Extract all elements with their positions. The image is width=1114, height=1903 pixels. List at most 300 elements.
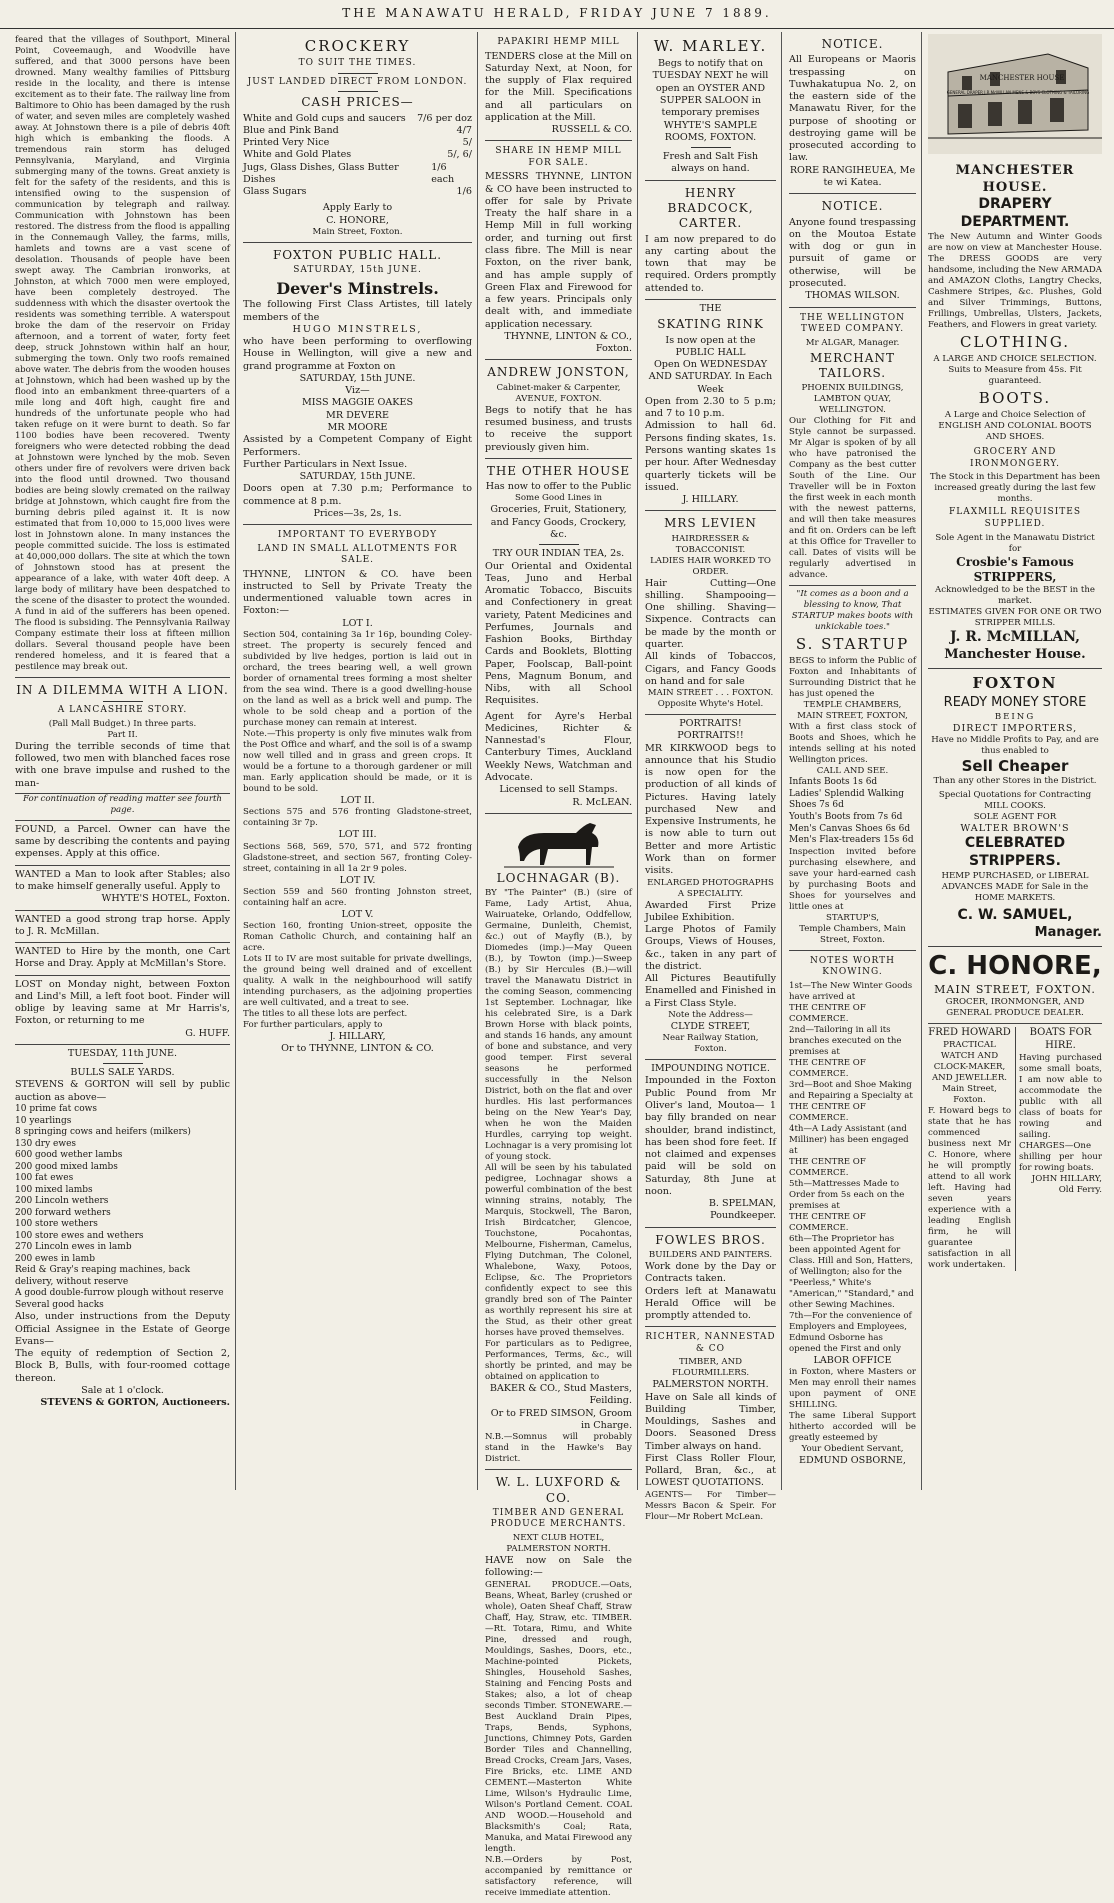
honore-big-address: MAIN STREET, FOXTON. [934,982,1096,996]
wanted-1-signature: WHYTE'S HOTEL, Foxton. [101,893,230,905]
note-item: 2nd—Tailoring in all its branches executed on the premises at [789,1024,902,1057]
boots-text: ENGLISH AND COLONIAL BOOTS AND SHOES. [938,421,1092,443]
osborne-ad [789,951,916,1472]
story-title: IN A DILEMMA WITH A LION. [16,683,229,697]
auction-item: 100 store ewes and wethers [15,1230,144,1241]
auction-item: 8 springing cows and heifers (milkers) [15,1127,191,1138]
papakiri-text: TENDERS close at the Mill on Saturday Next, at Noon, for the supply of Flax required for the Mill. Specifications and all particulars on application at the Mill. [485,50,632,123]
story-source: (Pall Mall Budget.) In three parts. [48,718,197,729]
share-signature: THYNNE, LINTON & CO., Foxton. [504,330,632,355]
horse-icon [504,817,614,869]
honore-name: C. HONORE, [326,214,389,226]
direct-importers: DIRECT IMPORTERS, [952,722,1078,734]
howard-text: F. Howard begs to state that he has commenced business next Mr C. Honore, where he will promptly attend to all work left. Having had seven years experience with a leading English firm, he will guarantee satisfaction in all work undertaken. [928,1105,1011,1270]
auction-item: 200 ewes in lamb [15,1253,95,1264]
boats-charges: CHARGES—One shilling per hour for rowing boats. [1019,1140,1102,1173]
boats-ad [1015,1027,1102,1271]
luxford-intro: HAVE now on Sale the following:— [485,1554,632,1579]
osborne-signature: EDMUND OSBORNE, [799,1454,906,1466]
jonston-ad [485,360,632,458]
large-photos: Large Photos of Family Groups, Views of Houses, &c., taken in any part of the district. [645,924,776,972]
tea-text: Our Oriental and Oxidental Teas, Juno and Herbal Aromatic Tobacco, Biscuits and Confectionery in great variety, Patent Medicines and Perfumes, Journals and Fashion Books, Birthday Cards and Booklets, Blotting Paper, Foolscap, Ball-point Pens, Magnum Bonum, and Nibs, with all School Requisites. [485,560,632,707]
liberal-text: The same Liberal Support hitherto accorded will be greatly esteemed by [789,1410,916,1443]
performer-list [243,397,472,434]
lot-1: LOT I. [342,617,373,629]
lochnagar-text-2: All will be seen by his tabulated pedigree, Lochnagar shows a powerful combination of the best winning strains, notably, The Marquis, Stockwell, The Baron, Irish Birdcatcher, Glencoe, Touchstone, Pocahontas, Melbourne, Fisherman, Camelus, Flying Dutchman, The Colonel, Whalebone, Waxy, Potoos, Eclipse, &c. The Proprietors confidently expect to see this grandly bred son of The Painter as worthily represent his sire at the Stud, as their other great horses have proved themselves. [485,1163,632,1339]
notes-list [789,981,916,1355]
rink-times: Open from 2.30 to 5 p.m; and 7 to 10 p.m. [645,395,776,420]
foxton-title: FOXTON [972,673,1058,692]
impound-title: IMPOUNDING NOTICE. [651,1063,770,1075]
lot-4: LOT IV. [339,874,376,886]
hall-title: FOXTON PUBLIC HALL. [272,247,443,262]
price-row [243,125,472,137]
luxford-subtitle: TIMBER AND GENERAL PRODUCE MERCHANTS. [490,1507,627,1530]
price-value: 5/ [462,137,472,149]
richter-flour: First Class Roller Flour, Pollard, Bran, &c., at LOWEST QUOTATIONS. [645,1452,776,1489]
notice-ad-2 [789,194,916,307]
celebrated-strippers: CELEBRATED STRIPPERS. [964,835,1066,870]
wanted-1-text: WANTED a Man to look after Stables; also to make himself generally useful. Apply to [15,868,230,892]
address-label: Note the Address— [668,1009,753,1020]
note-item: THE CENTRE OF COMMERCE. [789,1211,866,1233]
lot-4-text: Section 559 and 560 fronting Johnston street, containing half an acre. [243,886,472,908]
marley-text: Begs to notify that on TUESDAY NEXT he will open an OYSTER AND SUPPER SALOON in temporary premises WHYTE'S SAMPLE ROOMS, FOXTON. [652,58,769,143]
tweed-title: THE WELLINGTON TWEED COMPANY. [800,312,905,335]
labor-office: LABOR OFFICE [813,1354,892,1366]
note-item: THE CENTRE OF COMMERCE. [789,1156,866,1178]
hillary-name: J. HILLARY, [329,1031,386,1043]
crockery-ad [243,32,472,243]
lot-3-text: Sections 568, 569, 570, 571, and 572 fronting Gladstone-street, and section 567, fronting Coley-street, containing in all 1a 2r 9 poles. [243,841,472,874]
tailors-title: MERCHANT TAILORS. [810,350,895,380]
note-item: 3rd—Boot and Shoe Making and Repairing a Specialty at [789,1079,913,1101]
other-house-lines: Some Good Lines in [515,493,602,504]
impound-ad [645,1060,776,1227]
clothing-subtitle: A LARGE AND CHOICE SELECTION. [933,354,1097,365]
marley-ad [645,32,776,181]
lot-2: LOT II. [340,794,375,806]
flaxmill-title: FLAXMILL REQUISITES SUPPLIED. [948,507,1082,529]
honore-big-text: GROCER, IRONMONGER, AND GENERAL PRODUCE DEALER. [945,996,1085,1018]
auction-place: BULLS SALE YARDS. [70,1067,175,1079]
lot-1-text: Section 504, containing 3a 1r 16p, bounding Coley-street. The property is securely fenced and subdivided by live hedges, portion is laid out in orchard, the trees bearing well, a well grown border of ornamental trees forming a most shelter from the sea wind. There is a good dwelling-house on the land as well as a brick well and pump. The whole to be sold cheap and a portion of the purchase money can remain at interest. [243,629,472,728]
lot-5-text: Section 160, fronting Union-street, opposite the Roman Catholic Church, and containing half an acre. [243,921,472,954]
hugo-name: HUGO MINSTRELS, [292,323,423,335]
kirkwood-text: MR KIRKWOOD begs to announce that his Studio is now open for the production of all kinds of Pictures. Having lately purchased New and Expensive Instruments, he is now able to turn out Better and more Artistic Work than on former visits. [645,742,776,877]
richter-ad [645,1327,776,1526]
lochnagar-text-3: For particulars as to Pedigree, Performances, Terms, &c., will shortly be printed, and may be obtained on application to [485,1339,632,1383]
share-text: MESSRS THYNNE, LINTON & CO have been instructed to offer for sale by Private Treaty the half share in a Hemp Mill in full working order, and turning out first class fibre. The Mill is near Foxton, on the river bank, and has ample supply of Green Flax and Firewood for a few years. Principals only dealt with, and immediate application necessary. [485,171,632,330]
story-text: During the terrible seconds of time that followed, two men with blanched faces rose with one brave impulse and rushed to the man- [15,740,230,789]
bradcock-title: HENRY BRADCOCK, CARTER. [667,185,754,231]
other-house-goods: Groceries, Fruit, Stationery, and Fancy Goods, Crockery, &c. [490,504,627,540]
tweed-manager: Mr ALGAR, Manager. [805,337,900,348]
honore-ad [928,947,1102,1024]
viz: Viz— [345,385,370,397]
levien-ad [645,511,776,715]
column-3 [480,32,638,1898]
boats-title: BOATS FOR HIRE. [1029,1026,1092,1051]
luxford-ad [485,1470,632,1902]
portraits-title: PORTRAITS! PORTRAITS!! [677,718,744,742]
note-item: 1st—The New Winter Goods have arrived at [789,980,913,1002]
lots-note: Lots II to IV are most suitable for private dwellings, the ground being well drained and of excellent quality. A walk in the neighbourhood will satify intending purchasers, as the adjoining properties are well cultivated, and a treat to see. [243,954,472,1009]
levien-title: MRS LEVIEN [664,516,757,531]
auction-item: A good double-furrow plough without reserve [15,1288,224,1299]
osborne-column [784,32,922,1490]
notice-1-title: NOTICE. [821,37,884,51]
manchester-content [924,160,1106,1490]
jonston-subtitle: Cabinet-maker & Carpenter, AVENUE, FOXTON. [496,382,621,404]
startup-ad [789,586,916,950]
honore-big-title: C. HONORE, [928,950,1102,981]
manchester-name: Manchester House. [944,647,1086,663]
auction-equity: The equity of redemption of Section 2, Block B, Bulls, with four-roomed cottage thereon. [15,1348,230,1384]
tailors-address: PHOENIX BUILDINGS, LAMBTON QUAY, WELLINGTON. [801,383,904,416]
fowles-subtitle: BUILDERS AND PAINTERS. [648,1250,773,1260]
rink-open: Open On WEDNESDAY AND SATURDAY. In Each Week [648,359,773,395]
fowles-ad [645,1228,776,1328]
boats-text: Having purchased some small boats, I am now able to accommodate the public with all class of boats for rowing and sailing. [1019,1052,1102,1140]
levien-address: MAIN STREET . . . FOXTON. Opposite Whyte's Hotel. [647,688,774,710]
price-item: Printed Very Nice [243,137,330,149]
call-and-see: CALL AND SEE. [816,766,889,777]
hall-date: SATURDAY, 15th JUNE. [293,265,422,276]
news-article: feared that the villages of Southport, Mineral Point, Coveemaugh, and Woodville have suffered, and that 3000 persons have been drowned. Many wealthy families of Pittsburg reside in the locality, and there is intense excitement as to their fate. The railway line from Baltimore to Ohio has been damaged by the rush of water, and seven miles are completely washed away. At Johnstown there is a pile of debris 40ft high which is embanking the floods. A tremendous rain storm has deluged Pennsylvania, Maryland, and Virginia submerging many of the towns. Great anxiety is felt for the safety of the residents, and this is intensified owing to the suspension of communication by telegraph and railway. Communication with Johnstown has been restored. The distress from the flood is appalling in the Connemaugh Valley, the farms, mills, hamlets and towns are a vast scene of desolation. Thousands of people have been swept away. The Cambrian ironworks, at Johnston, at which 7000 men were employed, have been completely destroyed. The suddenness with which the disaster overtook the residents was something terrible. A waterspout broke the dam of the reservoir on Friday afternoon, and a torrent of water, forty feet deep, struck Johnstown within half an hour, submerging the town. Only two roofs remained above water. The debris from the wooden houses at Johnstown, which had been washed up by the flood into an embankment three-quarters of a mile long and 40ft high, caught fire and hundreds of the unfortunate people who had taken refuge on it were burnt to death. So far 1100 bodies have been recovered. Twenty foreigners who were detected robbing the dead at Johnstown were lynched by the mob. Seven others under fire of revolvers were driven back into the flood until drowned. Two thousand bodies are being slowly cremated on the railway bridge at Johnstown, which caught fire from the burning debris piled against it. It is now estimated that from 10,000 to 15,000 lives were lost in Johnstown alone. In many instances the people committed suicide. The loss is estimated at 40,000,000 dollars. The site at which the town of Johnstown stood has at present the appearance of a lake, with water 40ft deep. A large body of military have been despatched to the scene of the disaster to protect the wounded. A fund in aid of the sufferers has been opened. The flood is subsiding. The Pennsylvania Railway Company estimate their loss at fifteen million dollars. Several thousand people have been rendered homeless, and it is feared that a pestilence may break out. [15,32,230,678]
howard-address: Main Street, Foxton. [942,1083,997,1105]
lost-signature: G. HUFF. [185,1027,230,1039]
lot-3: LOT III. [338,829,377,841]
hemp-purchased: HEMP PURCHASED, or LIBERAL ADVANCES MADE for Sale in the HOME MARKETS. [941,871,1089,904]
price-row [243,186,472,198]
lochnagar-ad [485,814,632,1470]
shoe-list [789,777,916,846]
portraits-ad [645,715,776,1060]
further-particulars: Further Particulars in Next Issue. [243,458,408,470]
auction-item: Reid & Gray's reaping machines, back delivery, without reserve [15,1265,191,1287]
note-item: 4th—A Lady Assistant (and Milliner) has been engaged at [789,1123,909,1156]
papakiri-title: PAPAKIRI HEMP MILL [497,37,620,47]
crockery-title: CROCKERY [304,37,411,55]
tweed-ad [789,308,916,587]
papakiri-signature: RUSSELL & CO. [551,124,632,136]
performer-name: MISS MAGGIE OAKES [301,397,414,409]
auction-item: 200 forward wethers [15,1207,111,1218]
notice-1-signature: RORE RANGIHEUEA, Me te wi Katea. [789,164,916,189]
crosbie-title: Crosbie's Famous STRIPPERS, [956,554,1074,584]
lot-1-note: Note.—This property is only five minutes walk from the Post Office and wharf, and the soil is of a swamp now well tilled and in grass and green crops. It would be a fortune to a thorough gardener or mill man. Early application should be made, or it is bound to be sold. [243,728,472,794]
flaxmill-text: Sole Agent in the Manawatu District for [935,532,1095,554]
hillary-or: Or to THYNNE, LINTON & CO. [281,1043,434,1055]
titles-note: The titles to all these lots are perfect. [243,1009,408,1020]
auction-signature: STEVENS & GORTON, Auctioneers. [40,1397,230,1409]
boats-signature: JOHN HILLARY, Old Ferry. [1031,1173,1102,1195]
spelman-signature: B. SPELMAN, Poundkeeper. [708,1198,776,1222]
clyde-near: Near Railway Station, Foxton. [662,1033,759,1055]
auction-item: 200 good mixed lambs [15,1161,118,1172]
richter-agents: AGENTS— For Timber—Messrs Bacon & Speir. For Flour—Mr Robert McLean. [645,1489,776,1522]
notice-ad-1 [789,32,916,194]
cash-prices-title: CASH PRICES— [301,95,414,110]
other-house-text: Has now to offer to the Public [485,481,632,493]
marley-title: W. MARLEY. [653,37,768,55]
auction-item: 270 Lincoln ewes in lamb [15,1242,132,1253]
price-list [243,113,472,199]
price-value: 7/6 per doz [417,112,472,124]
startups-name: STARTUP'S, [825,912,880,923]
drapery-text: The New Autumn and Winter Goods are now on view at Manchester House. The DRESS GOODS are very handsome, including the New ARMADA and AMAZON Cloths, Langtry Checks, Cashmere Stripes, &c. Plushes, Gold and Silver Trimmings, Buttons, Frillings, Umbrellas, Ulsters, Jackets, Feathers, and Flowers in great variety. [928,232,1102,331]
rink-ad [645,300,776,511]
other-house-title: THE OTHER HOUSE [486,463,631,478]
engraving-sign-2: GENERAL DRAPER J.R.McMILLAN MENS & BOYS CLOTHING & TAILORING [946,90,1090,95]
price-row [243,149,472,161]
price-value: 4/7 [456,124,472,136]
shoe-price: Men's Canvas Shoes 6s 6d [789,823,911,834]
wanted-ad-2: WANTED a good strong trap horse. Apply to J. R. McMillan. [15,911,230,944]
price-value: 5/, 6/ [447,149,472,161]
clothing-title: CLOTHING. [959,333,1071,352]
price-value: 1/6 each [431,161,455,185]
saturday-date-2: SATURDAY, 15th JUNE. [299,471,416,483]
price-row [243,162,472,187]
bradcock-text: I am now prepared to do any carting about the town that may be required. Orders promptly attended to. [645,233,776,294]
special-quotations: Special Quotations for Contracting MILL COOKS. [938,790,1092,812]
lochnagar-text: BY "The Painter" (B.) (sire of Fame, Lady Artist, Ahua, Wairuateke, Orlando, Oddfellow, Germaine, Dunleith, Chemist, &c.) out of Mayfly (B.), by Diomedes (imp.)—May Queen (B.), by Towton (imp.)—Sweep (B.) by Sir Hercules (B.)—will travel the Manawatu District in the coming Season, commencing 1st September. Lochnagar, like his celebrated Sire, is a Dark Brown Horse with black points, and stands 16 hands, any amount of bone and substance, and very good temper. First several seasons he performed successfully in the Nelson District, both on the flat and over hurdles. His last performances being on the New Year's Day, when he won the Maiden Hurdles, carrying top weight. Lochnagar is a very promising lot of young stock. [485,888,632,1163]
fowles-text: Work done by the Day or Contracts taken. [645,1261,776,1285]
wanted-ad-3: WANTED to Hire by the month, one Cart Horse and Dray. Apply at McMillan's Store. [15,943,230,976]
saturday-date: SATURDAY, 15th JUNE. [299,372,416,384]
important-title: IMPORTANT TO EVERYBODY [277,530,438,541]
startup-text-3: Inspection invited before purchasing elsewhere, and save your hard-earned cash by purchasing Boots and Shoes for yourselves and little ones at [789,846,916,912]
price-row [243,113,472,125]
tea-title: TRY OUR INDIAN TEA, 2s. [492,548,625,560]
note-item: 6th—The Proprietor has been appointed Agent for Class. Hill and Son, Hatters, of Wellington; also for the "Peerless," White's "American," "Standard," and other Sewing Machines. [789,1233,914,1310]
levien-text-2: All kinds of Tobaccos, Cigars, and Fancy Goods on hand and for sale [645,651,776,687]
minstrels-ad [243,243,472,525]
minstrels-text-2: who have been performing to overflowing House in Wellington, will give a new and grand programme at Foxton on [243,336,472,372]
grocery-title: GROCERY AND IRONMONGERY. [970,447,1060,469]
labor-text: in Foxton, where Masters or Men may enroll their names upon payment of ONE SHILLING. [789,1366,916,1410]
walter-brown: WALTER BROWN'S [960,823,1070,835]
column-4 [640,32,782,1522]
samuel-manager: Manager. [1034,925,1102,940]
auction-list [15,1104,230,1311]
bradcock-ad [645,181,776,300]
story-continuation: For continuation of reading matter see fourth page. [15,793,230,816]
auction-date: TUESDAY, 11th JUNE. [67,1047,178,1059]
apply-label: Apply Early to [322,202,393,214]
minstrels-title: Dever's Minstrels. [276,278,439,298]
wanted-ad-1 [15,866,230,911]
auction-item: 10 prime fat cows [15,1103,97,1114]
fowles-title: FOWLES BROS. [655,1232,766,1247]
crosbie-text: Acknowledged to be the BEST in the market. [935,585,1095,607]
shoe-price: Youth's Boots from 7s 6d [789,811,903,822]
enlarged: ENLARGED PHOTOGRAPHS A SPECIALITY. [647,877,774,899]
land-text: THYNNE, LINTON & CO. have been instructed to Sell by Private Treaty the undermentioned valuable town acres in Foxton:— [243,568,472,617]
startup-text-2: With a first class stock of Boots and Shoes, which he intends selling at his noted Wellington prices. [789,722,916,766]
clyde-street: CLYDE STREET, [670,1020,751,1032]
manchester-drapery-ad [928,160,1102,669]
story-subtitle: A LANCASHIRE STORY. [57,705,188,716]
story-part: Part II. [107,729,138,740]
drapery-title: DRAPERY DEPARTMENT. [960,196,1070,231]
luxford-items: GENERAL PRODUCE.—Oats, Beans, Wheat, Barley (crushed or whole), Oaten Sheaf Chaff, Straw Chaff, Hay, Straw, etc. TIMBER.—Rt. Totara, Rimu, and White Pine, dressed and rough, Mouldings, Sashes, Doors, etc., Machine-pointed Pickets, Shingles, Household Sashes, Staining and Fencing Posts and Stakes; also, a lot of cheap seconds Timber. STONEWARE.—Best Auckland Drain Pipes, Traps, Bends, Syphons, Junctions, Chimney Pots, Garden Border Tiles and Channelling, Bread Crocks, Cream Jars, Vases, Fire Bricks, etc. LIME AND CEMENT.—Masterton White Lime, Wilson's Hydraulic Lime, Wilson's Portland Cement. COAL AND WOOD.—Household and Blacksmith's Coal; Rata, Manuka, and Matai Firewood any length. [485,1579,633,1854]
price-item: Blue and Pink Band [243,124,339,136]
note-item: THE CENTRE OF COMMERCE. [789,1057,866,1079]
house-title: MANCHESTER HOUSE. [955,163,1075,195]
fowles-orders: Orders left at Manawatu Herald Office will be promptly attended to. [645,1285,776,1322]
boots-subtitle: A Large and Choice Selection of [944,410,1086,421]
grocery-text: The Stock in this Department has been increased greatly during the last few months. [929,472,1101,505]
howard-title: FRED HOWARD [928,1026,1011,1038]
sole-agent: SOLE AGENT FOR [973,812,1057,823]
admission-prices: Prices—3s, 2s, 1s. [313,507,402,519]
lost-text: LOST on Monday night, between Foxton and Lind's Mill, a left foot boot. Finder will oblige by leaving same at Mr Harris's, Foxton, or returning to me [15,978,230,1027]
auction-time: Sale at 1 o'clock. [81,1384,164,1396]
rink-the: THE [699,302,722,314]
startup-address-2: Temple Chambers, Main Street, Foxton. [799,923,906,945]
note-item: THE CENTRE OF COMMERCE. [789,1101,866,1123]
clothing-text: Suits to Measure from 45s. Fit guaranteed. [948,365,1082,387]
howard-subtitle: PRACTICAL WATCH AND CLOCK-MAKER, AND JEWELLER. [931,1039,1008,1083]
samuel-name: C. W. SAMUEL, [957,907,1073,924]
engraving-sign-1: MANCHESTER HOUSE [979,74,1065,82]
howard-boats-row [928,1024,1102,1275]
price-item: White and Gold Plates [243,149,352,161]
howard-ad [928,1027,1011,1271]
papakiri-ad [485,32,632,141]
note-item: 5th—Mattresses Made to Order from 5s each on the premises at [789,1178,905,1211]
richter-text: Have on Sale all kinds of Building Timber, Mouldings, Sashes and Doors. Seasoned Dress Timber always on hand. [645,1391,776,1452]
notice-2-text: Anyone found trespassing on the Moutoa Estate with dog or gun in pursuit of game or otherwise, will be prosecuted. [789,216,916,289]
levien-ladies: LADIES HAIR WORKED TO ORDER. [650,555,771,577]
richter-town: PALMERSTON NORTH. [652,1379,769,1391]
estimates: ESTIMATES GIVEN FOR ONE OR TWO STRIPPER MILLS. [928,607,1102,629]
auction-intro: STEVENS & GORTON will sell by public auction as above— [15,1079,230,1103]
further-apply: For further particulars, apply to [243,1020,383,1031]
auction-item: 10 yearlings [15,1115,72,1126]
middle-profits: Have no Middle Profits to Pay, and are thus enabled to [931,734,1099,756]
shoe-price: Infants Boots 1s 6d [789,777,878,788]
column-news [10,32,236,1490]
luxford-nb: N.B.—Orders by Post, accompanied by remittance or satisfactory reference, will receive immediate attention. [485,1854,632,1898]
startup-quote: "It comes as a boon and a blessing to know, That STARTUP makes boots with unkickable toes." [791,589,914,633]
rink-title: SKATING RINK [657,317,764,332]
auction-item: Several good hacks [15,1299,104,1310]
notes-title: NOTES WORTH KNOWING. [810,955,895,978]
price-item: White and Gold cups and saucers [243,112,406,124]
auction-estate: Also, under instructions from the Deputy Official Assignee in the Estate of George Evans— [15,1311,230,1347]
land-title: LAND IN SMALL ALLOTMENTS FOR SALE. [257,543,458,566]
rink-text: Is now open at the PUBLIC HALL [665,334,756,358]
found-ad: FOUND, a Parcel. Owner can have the same by describing the contents and paying expenses. Apply at this office. [15,821,230,866]
price-value: 1/6 [456,186,472,198]
rink-signature: J. HILLARY. [682,494,739,506]
notice-2-signature: THOMAS WILSON. [805,290,900,302]
doors-open: Doors open at 7.30 p.m; Performance to commence at 8 p.m. [243,483,472,507]
share-title: SHARE IN HEMP MILL FOR SALE. [495,146,622,168]
auction-item: 600 good wether lambs [15,1150,123,1161]
performer-name: MR MOORE [327,421,388,433]
simson-signature: Or to FRED SIMSON, Groom in Charge. [490,1407,632,1431]
masthead: THE MANAWATU HERALD, FRIDAY JUNE 7 1889. [0,6,1114,29]
lot-2-text: Sections 575 and 576 fronting Gladstone-street, containing 3r 7p. [243,807,472,829]
than-any: Than any other Stores in the District. [933,776,1097,787]
auction-item: 100 fat ewes [15,1173,74,1184]
column-2 [238,32,478,1490]
obedient: Your Obedient Servant, [801,1443,904,1454]
crockery-landed: JUST LANDED DIRECT FROM LONDON. [247,76,468,87]
price-item: Jugs, Glass Dishes, Glass Butter Dishes [243,161,399,185]
levien-subtitle: HAIRDRESSER & TOBACCONIST. [671,533,750,555]
richter-subtitle: TIMBER, AND FLOURMILLERS. [671,1357,750,1379]
mclean-signature: R. McLEAN. [572,796,632,808]
manchester-house-engraving [928,34,1102,154]
lost-ad [15,976,230,1045]
lochnagar-nb: N.B.—Somnus will probably stand in the Hawke's Bay District. [485,1432,632,1465]
auction-item: 200 Lincoln wethers [15,1196,109,1207]
mcmillan-name: J. R. McMILLAN, [949,629,1081,646]
baker-signature: BAKER & CO., Stud Masters, Feilding. [489,1383,632,1407]
richter-title: RICHTER, NANNESTAD & CO [645,1332,776,1354]
story [15,678,230,821]
auction-ad [15,1045,230,1413]
ready-money-ad [928,669,1102,947]
crockery-subtitle: TO SUIT THE TIMES. [298,58,417,69]
tailors-text: Our Clothing for Fit and Style cannot be surpassed. Mr Algar is spoken of by all who have patronised the Company as the best cutter South of the Line. Our Traveller will be in Foxton the first week in each month with the newest patterns, and will then take measures and fit on. Orders can be left at this Office for Traveller to call. Dates of visits will be regularly advertised in advance. [789,416,916,581]
assisted: Assisted by a Competent Company of Eight Performers. [243,434,472,458]
luxford-title: W. L. LUXFORD & CO. [495,1475,622,1505]
honore-address: Main Street, Foxton. [312,226,403,237]
startup-text: BEGS to inform the Public of Foxton and Inhabitants of Surrounding District that he has just opened the [789,656,916,700]
agent-text: Agent for Ayre's Herbal Medicines, Richter & Nannestad's Flour, Canterbury Times, Auckland Weekly News, Watchman and Advocate. [485,710,632,784]
sell-cheaper: Sell Cheaper [961,756,1069,775]
performer-name: MR DEVERE [326,409,389,421]
impound-text: Impounded in the Foxton Public Pound from Mr Oliver's land, Moutoa— 1 bay filly branded on near shoulder, brand indistinct, has been shod fore feet. If not claimed and expenses paid will be sold on Saturday, 8th June at noon. [645,1075,776,1197]
lochnagar-title: LOCHNAGAR (B). [496,870,621,885]
notice-2-title: NOTICE. [821,199,884,214]
startup-address: MAIN STREET, FOXTON, [797,711,908,722]
awarded: Awarded First Prize Jubilee Exhibition. [645,899,776,923]
note-item: THE CENTRE OF COMMERCE. [789,1002,866,1024]
auction-item: 100 mixed lambs [15,1184,93,1195]
licensed: Licensed to sell Stamps. [499,784,618,796]
price-item: Glass Sugars [243,186,307,198]
auction-item: 100 store wethers [15,1219,98,1230]
rink-admission: Admission to hall 6d. Persons finding skates, 1s. Persons wanting skates 1s per hour. After Wednesday quarterly tickets will be issued. [645,420,776,493]
shoe-price: Men's Flax-treaders 15s 6d [789,835,914,846]
ready-money-title: READY MONEY STORE [943,694,1087,710]
lot-5: LOT V. [341,908,374,920]
levien-text: Hair Cutting—One shilling. Shampooing—One shilling. Shaving—Sixpence. Contracts can be made by the month or quarter. [645,577,776,651]
share-ad [485,141,632,360]
startup-title: S. STARTUP [795,635,910,654]
other-house-ad [485,459,632,814]
shoe-price: Ladies' Splendid Walking Shoes 7s 6d [789,788,905,811]
notice-1-text: All Europeans or Maoris trespassing on Tuwhakatupua No. 2, on the eastern side of the Manawatu River, for the purpose of shooting or destroying game will be prosecuted according to law. [789,54,916,164]
jonston-title: ANDREW JONSTON, [487,365,630,380]
note-item: 7th—For the convenience of Employers and Employees, Edmund Osborne has opened the First and only [789,1310,912,1354]
jonston-text: Begs to notify that he has resumed business, and trusts to receive the support previously given him. [485,404,632,453]
price-row [243,137,472,149]
luxford-address: NEXT CLUB HOTEL, PALMERSTON NORTH. [506,1532,611,1554]
minstrels-text: The following First Class Artistes, till lately members of the [243,299,472,323]
enamelled: All Pictures Beautifully Enamelled and Finished in a First Class Style. [645,973,776,1009]
boots-title: BOOTS. [978,389,1052,408]
being: BEING [994,711,1036,722]
